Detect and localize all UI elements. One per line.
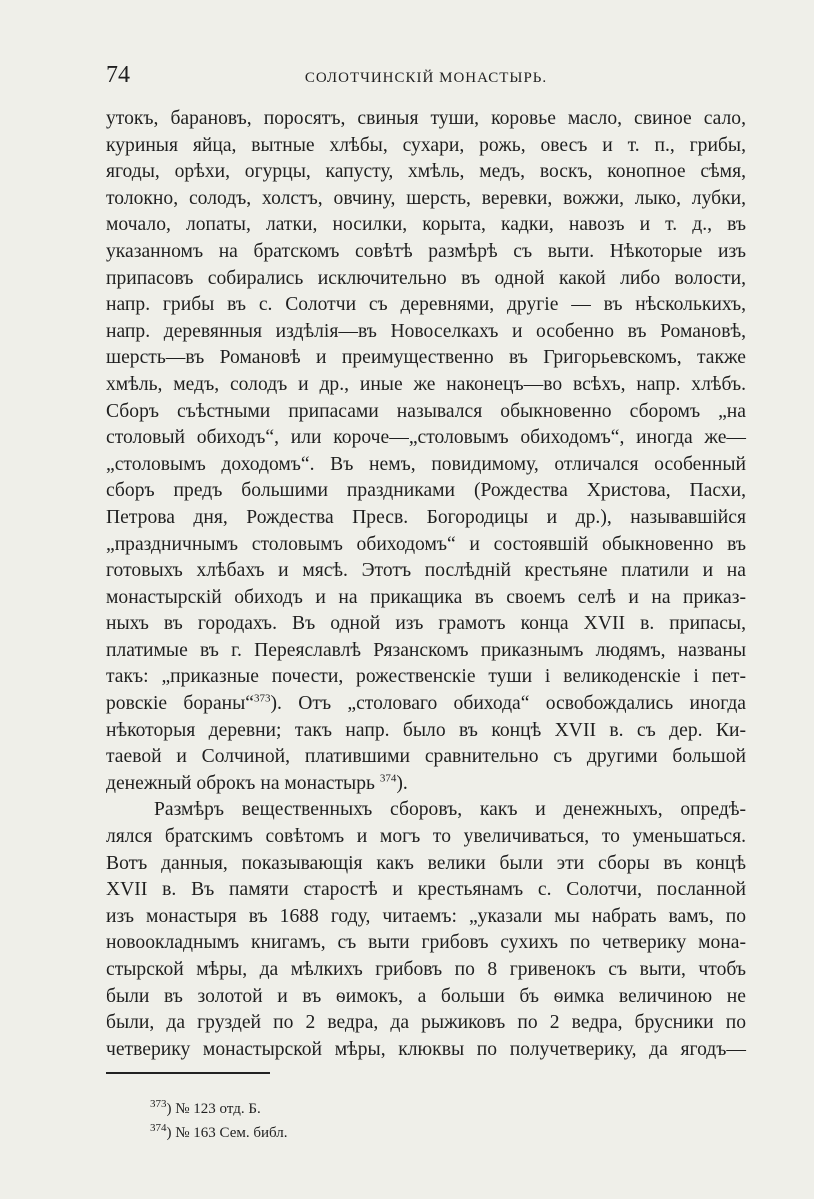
text-line: монастырскій обиходъ и на прикащика въ своемъ селѣ и на приказ-: [106, 586, 746, 608]
text-line: [106, 691, 746, 718]
text-line: XVII в. Въ памяти старостѣ и крестьянамъ с. Солотчи, посланной: [106, 879, 746, 901]
text-fragment: ). Отъ „столоваго обихода“ освобождались иногда: [270, 693, 747, 715]
text-fragment: денежный оброкъ на монастырь: [106, 772, 375, 794]
text-line: напр. грибы въ с. Солотчи съ деревнями, другіе — въ нѣсколькихъ,: [106, 294, 746, 316]
text-line: [106, 771, 746, 798]
text-line: припасовъ собирались исключительно въ одной какой либо волости,: [106, 267, 746, 289]
footnote-ref-373[interactable]: 373: [254, 692, 271, 705]
footnote-374: [150, 1121, 288, 1145]
text-line: напр. деревянныя издѣлія—въ Новоселкахъ и особенно въ Романовѣ,: [106, 320, 746, 342]
text-line: указанномъ на братскомъ совѣтѣ размѣрѣ съ выти. Нѣкоторые изъ: [106, 240, 746, 262]
running-title: СОЛОТЧИНСКІЙ МОНАСТЫРЬ.: [304, 70, 548, 86]
body-text: [106, 106, 746, 1063]
text-fragment: ровскіе бораны“: [106, 693, 255, 715]
text-line: толокно, солодъ, холстъ, овчину, шерсть, веревки, вожжи, лыко, лубки,: [106, 187, 746, 209]
text-line: сборъ предъ большими праздниками (Рождества Христова, Пасхи,: [106, 480, 746, 502]
footnote-mark: 374: [150, 1122, 167, 1134]
footnote-373: [150, 1097, 288, 1121]
text-line: куриныя яйца, вытные хлѣбы, сухари, рожь, овесъ и т. п., грибы,: [106, 134, 746, 156]
text-line: готовыхъ хлѣбахъ и мясѣ. Этотъ послѣдній крестьяне платили и на: [106, 560, 746, 582]
text-line: лялся братскимъ совѣтомъ и могъ то увеличиваться, то уменьшаться.: [106, 826, 746, 848]
text-line: таевой и Солчиной, платившими сравнительно съ другими большой: [106, 746, 746, 768]
text-line: Петрова дня, Рождества Пресв. Богородицы и др.), называвшійся: [106, 506, 746, 528]
text-line: были, да груздей по 2 ведра, да рыжиковъ по 2 ведра, брусники по: [106, 1012, 746, 1034]
text-line: Вотъ данныя, показывающія какъ велики были эти сборы въ концѣ: [106, 852, 746, 874]
text-line: нѣкоторыя деревни; такъ напр. было въ концѣ XVII в. съ дер. Ки-: [106, 719, 746, 741]
page-number: 74: [106, 62, 130, 88]
text-line: такъ: „приказные почести, рожественскіе туши і великоденскіе і пет-: [106, 666, 746, 688]
text-line: Размѣръ вещественныхъ сборовъ, какъ и денежныхъ, опредѣ-: [154, 799, 746, 821]
text-fragment: ).: [396, 772, 408, 794]
text-line: новоокладнымъ книгамъ, съ выти грибовъ сухихъ по четверику мона-: [106, 932, 746, 954]
text-line: были въ золотой и въ ѳимокъ, а больши бъ ѳимка величиною не: [106, 985, 746, 1007]
text-line: четверику монастырской мѣры, клюквы по получетверику, да ягодъ—: [106, 1038, 746, 1060]
text-line: платимые въ г. Переяславлѣ Рязанскомъ приказнымъ людямъ, названы: [106, 639, 746, 661]
text-line: ягоды, орѣхи, огурцы, капусту, хмѣль, медъ, воскъ, конопное сѣмя,: [106, 161, 746, 183]
text-line: „праздничнымъ столовымъ обиходомъ“ и состоявшій обыкновенно въ: [106, 533, 746, 555]
text-line: мочало, лопаты, латки, носилки, корыта, кадки, навозъ и т. д., въ: [106, 214, 746, 236]
text-line: „столовымъ доходомъ“. Въ немъ, повидимому, отличался особенный: [106, 453, 746, 475]
text-line: стырской мѣры, да мѣлкихъ грибовъ по 8 гривенокъ съ выти, чтобъ: [106, 959, 746, 980]
text-line: утокъ, барановъ, поросятъ, свиныя туши, коровье масло, свиное сало,: [106, 108, 746, 129]
footnote-ref-374[interactable]: 374: [379, 772, 397, 785]
footnote-mark: 373: [150, 1098, 167, 1110]
footnotes: [150, 1097, 288, 1145]
text-line: хмѣль, медъ, солодъ и др., иные же наконецъ—во всѣхъ, напр. хлѣбъ.: [106, 373, 746, 395]
text-line: столовый обиходъ“, или короче—„столовымъ обиходомъ“, иногда же—: [106, 427, 746, 449]
text-line: Сборъ съѣстными припасами назывался обыкновенно сборомъ „на: [106, 400, 746, 422]
footnote-divider: [106, 1072, 270, 1074]
footnote-text: ) № 123 отд. Б.: [166, 1101, 261, 1117]
text-line: ныхъ въ городахъ. Въ одной изъ грамотъ конца XVII в. припасы,: [106, 613, 746, 635]
page-header: [106, 62, 746, 92]
text-line: изъ монастыря въ 1688 году, читаемъ: „указали мы набрать вамъ, по: [106, 905, 746, 927]
footnote-text: ) № 163 Сем. библ.: [166, 1125, 288, 1141]
text-line: шерсть—въ Романовѣ и преимущественно въ Григорьевскомъ, также: [106, 347, 746, 369]
